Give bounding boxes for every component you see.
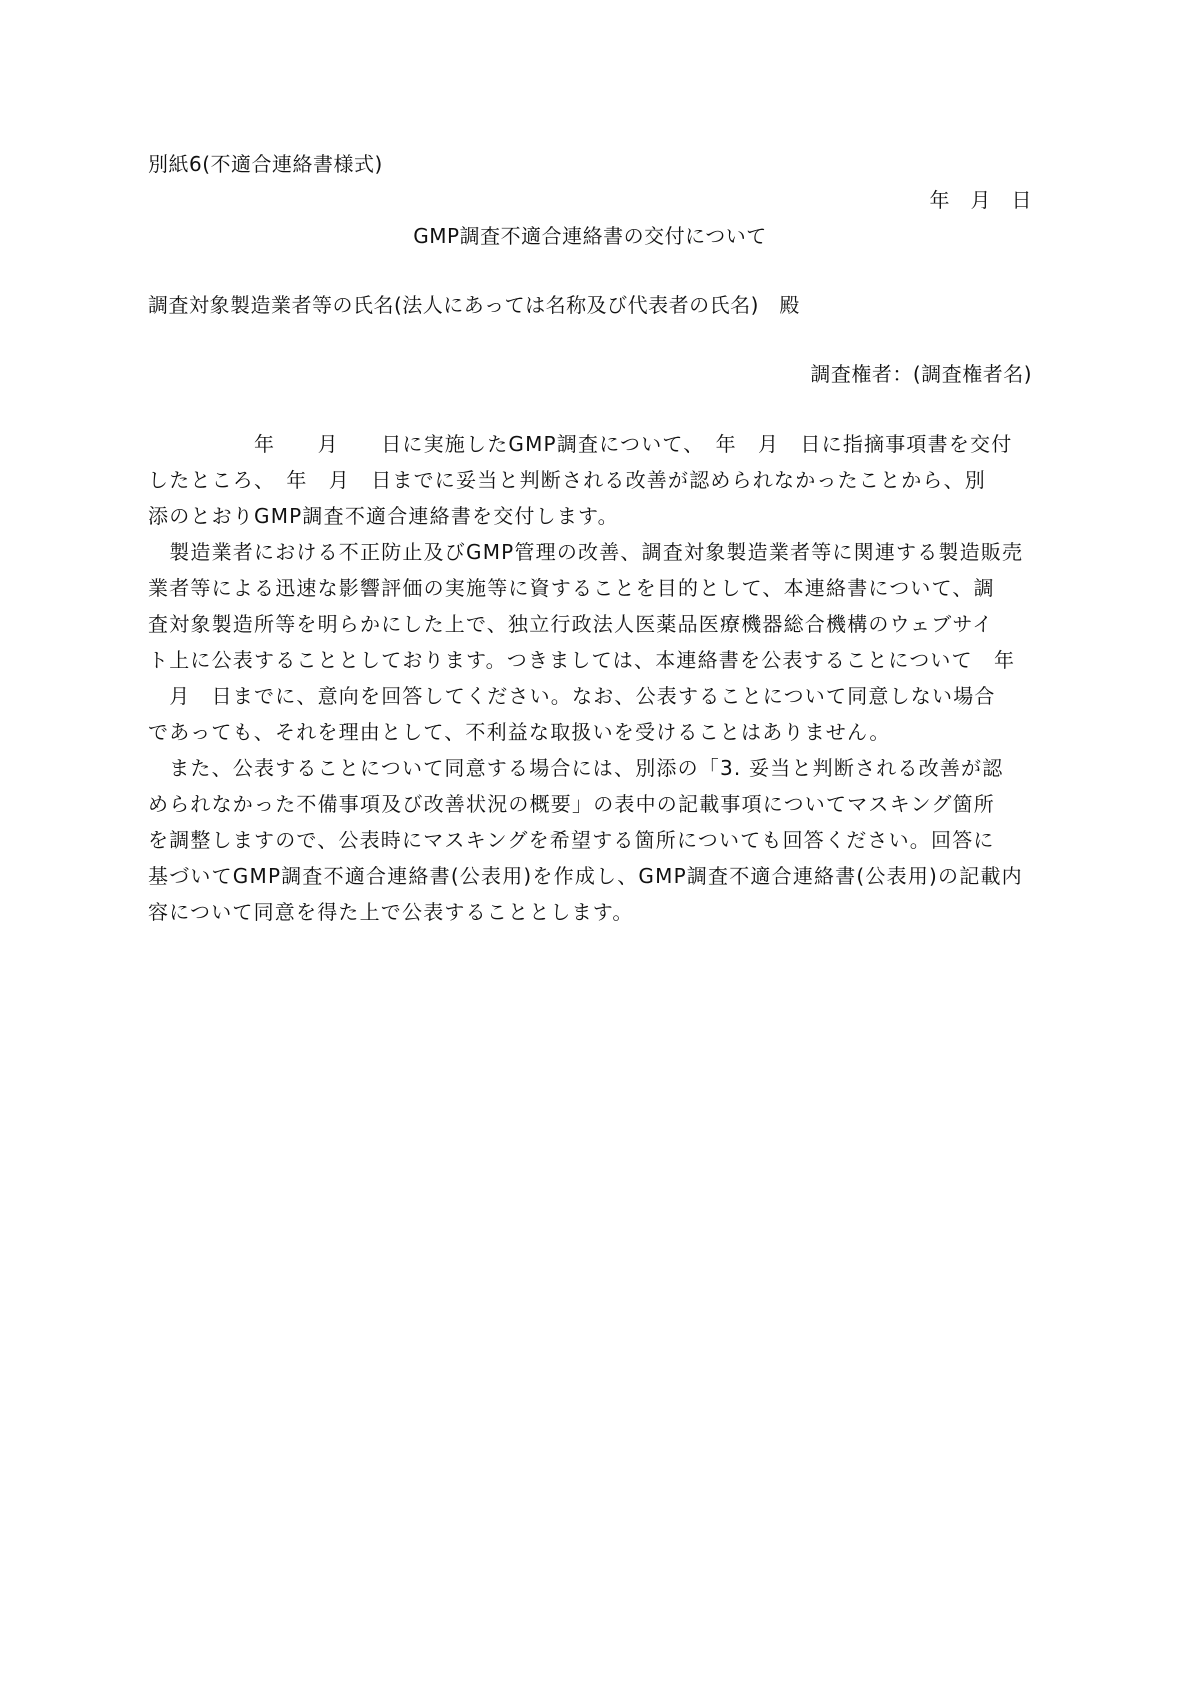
body-line: 月 日までに、意向を回答してください。なお、公表することについて同意しない場合	[148, 684, 996, 708]
addressee-line: 調査対象製造業者等の氏名(法人にあっては名称及び代表者の氏名) 殿	[148, 293, 800, 317]
body-line: 年 月 日に実施したGMP調査について、 年 月 日に指摘事項書を交付	[148, 432, 1013, 456]
body-line: 製造業者における不正防止及びGMP管理の改善、調査対象製造業者等に関連する製造販売	[148, 540, 1024, 564]
issuer-line: 調査権者：(調査権者名)	[810, 362, 1032, 386]
body-line: であっても、それを理由として、不利益な取扱いを受けることはありません。	[148, 720, 891, 744]
date-line: 年 月 日	[929, 188, 1032, 212]
body-line: を調整しますので、公表時にマスキングを希望する箇所についても回答ください。回答に	[148, 828, 995, 852]
attachment-label: 別紙6(不適合連絡書様式)	[148, 152, 383, 176]
body-line: 査対象製造所等を明らかにした上で、独立行政法人医薬品医療機器総合機構のウェブサイ	[148, 612, 994, 636]
body-line: 容について同意を得た上で公表することとします。	[148, 900, 634, 924]
body-line: 業者等による迅速な影響評価の実施等に資することを目的として、本連絡書について、調	[148, 576, 995, 600]
document-title: GMP調査不適合連絡書の交付について	[413, 224, 767, 248]
body-line: められなかった不備事項及び改善状況の概要」の表中の記載事項についてマスキング箇所	[148, 792, 995, 816]
body-line: したところ、 年 月 日までに妥当と判断される改善が認められなかったことから、別	[148, 468, 986, 492]
body-line: また、公表することについて同意する場合には、別添の「3. 妥当と判断される改善が認	[148, 756, 1004, 780]
body-line: 添のとおりGMP調査不適合連絡書を交付します。	[148, 504, 619, 528]
body-line: 基づいてGMP調査不適合連絡書(公表用)を作成し、GMP調査不適合連絡書(公表用)の記載内	[148, 864, 1023, 888]
body-line: ト上に公表することとしております。つきましては、本連絡書を公表することについて 年	[148, 648, 1016, 672]
